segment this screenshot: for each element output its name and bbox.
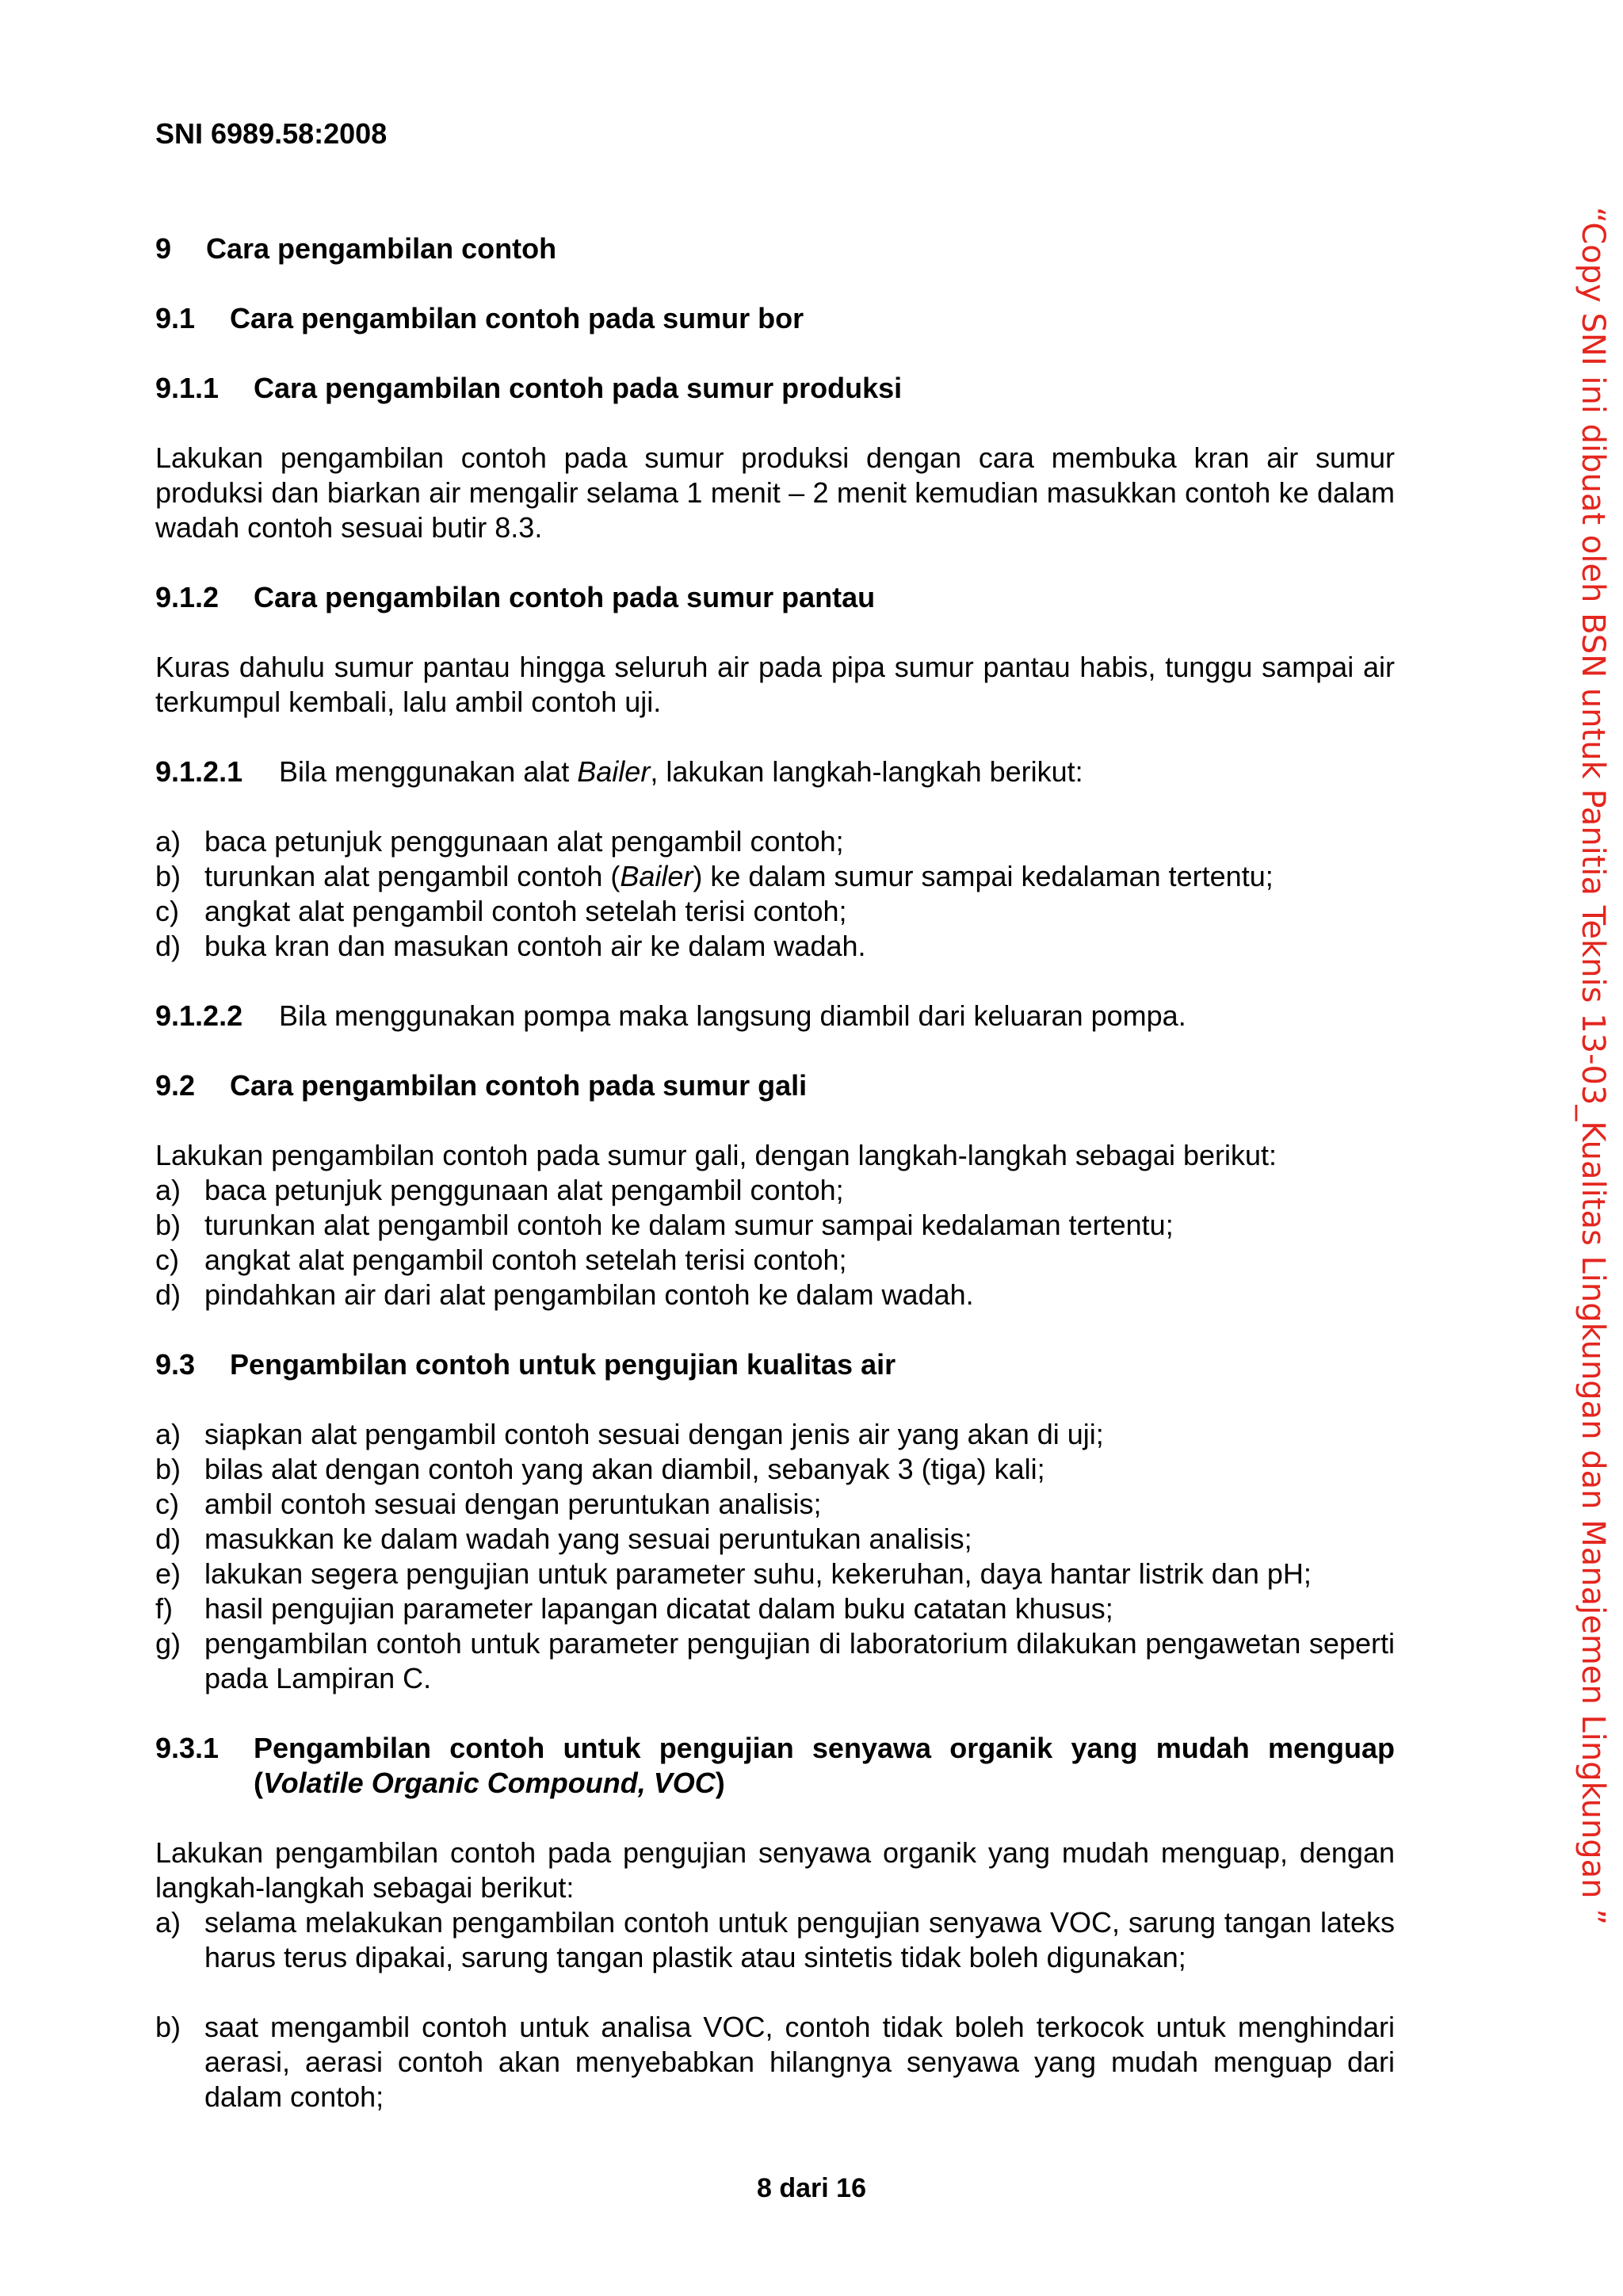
section-9-1-2-2-paragraph	[155, 999, 1395, 1033]
list-item	[155, 1173, 1395, 1208]
section-9-1-heading	[155, 301, 1395, 336]
list-item	[155, 894, 1395, 929]
list-item	[155, 1452, 1395, 1487]
list-marker: c)	[155, 895, 179, 927]
section-9-1-2-paragraph: Kuras dahulu sumur pantau hingga seluruh air pada pipa sumur pantau habis, tunggu sampai air terkumpul kembali, lalu ambil contoh uji.	[155, 651, 1395, 718]
list-item	[155, 1487, 1395, 1522]
list-item	[155, 2010, 1395, 2115]
section-number: 9.1.2.1	[155, 755, 243, 788]
list-item	[155, 1905, 1395, 1975]
list-marker: d)	[155, 930, 181, 962]
list-text	[204, 859, 1395, 894]
bailer-term: Bailer	[620, 860, 693, 892]
voc-term: Volatile Organic Compound, VOC	[263, 1767, 716, 1799]
list-text: pengambilan contoh untuk parameter pengujian di laboratorium dilakukan pengawetan seperti pada Lampiran C.	[204, 1627, 1395, 1694]
list-item	[155, 929, 1395, 964]
section-title: Pengambilan contoh untuk pengujian kualitas air	[230, 1348, 896, 1381]
list-item	[155, 1243, 1395, 1278]
list-marker: d)	[155, 1522, 181, 1555]
paragraph-text: Bila menggunakan alat	[279, 755, 578, 788]
section-title: Cara pengambilan contoh pada sumur pantau	[254, 581, 876, 613]
list-marker: a)	[155, 1418, 181, 1450]
list-text: siapkan alat pengambil contoh sesuai dengan jenis air yang akan di uji;	[204, 1418, 1104, 1450]
list-item	[155, 1522, 1395, 1557]
section-number: 9.3	[155, 1348, 196, 1381]
list-item	[155, 1208, 1395, 1243]
list-marker: e)	[155, 1557, 181, 1590]
list-text: pindahkan air dari alat pengambilan contoh ke dalam wadah.	[204, 1278, 974, 1311]
section-intro: Lakukan pengambilan contoh pada pengujian senyawa organik yang mudah menguap, dengan langkah-langkah sebagai berikut:	[155, 1836, 1395, 1904]
list-marker: d)	[155, 1278, 181, 1311]
list-marker: g)	[155, 1627, 181, 1660]
bailer-steps-list	[155, 824, 1395, 964]
section-title-part: )	[715, 1767, 725, 1799]
list-text: angkat alat pengambil contoh setelah terisi contoh;	[204, 895, 847, 927]
list-text: baca petunjuk penggunaan alat pengambil contoh;	[204, 1174, 844, 1206]
list-text: turunkan alat pengambil contoh ke dalam sumur sampai kedalaman tertentu;	[204, 1209, 1174, 1241]
list-text: lakukan segera pengujian untuk parameter suhu, kekeruhan, daya hantar listrik dan pH;	[204, 1557, 1312, 1590]
section-number: 9.1.2.2	[155, 999, 243, 1032]
bailer-term: Bailer	[577, 755, 651, 788]
section-9-1-2-1-paragraph	[155, 755, 1395, 789]
section-title: Cara pengambilan contoh pada sumur produksi	[254, 372, 903, 404]
section-9-3-1-heading	[155, 1731, 1395, 1801]
section-intro: Lakukan pengambilan contoh pada sumur gali, dengan langkah-langkah sebagai berikut:	[155, 1139, 1277, 1171]
section-number: 9	[155, 232, 172, 265]
list-text: masukkan ke dalam wadah yang sesuai peruntukan analisis;	[204, 1522, 972, 1555]
paragraph-text: Bila menggunakan pompa maka langsung diambil dari keluaran pompa.	[279, 999, 1186, 1032]
list-marker: b)	[155, 2011, 181, 2043]
list-marker: c)	[155, 1488, 179, 1520]
list-text-part: ) ke dalam sumur sampai kedalaman tertentu;	[693, 860, 1274, 892]
section-number: 9.1	[155, 302, 196, 334]
section-title	[254, 1731, 1395, 1801]
section-9-1-2-heading	[155, 580, 1395, 615]
list-marker: f)	[155, 1592, 173, 1625]
section-number: 9.1.2	[155, 581, 220, 613]
section-title: Cara pengambilan contoh pada sumur bor	[230, 302, 804, 334]
list-marker: b)	[155, 1209, 181, 1241]
section-title: Cara pengambilan contoh pada sumur gali	[230, 1069, 808, 1102]
list-marker: a)	[155, 1174, 181, 1206]
section-9-3-heading	[155, 1347, 1395, 1382]
list-text: angkat alat pengambil contoh setelah terisi contoh;	[204, 1244, 847, 1276]
list-text-part: turunkan alat pengambil contoh (	[204, 860, 621, 892]
list-marker: b)	[155, 1453, 181, 1485]
list-text: baca petunjuk penggunaan alat pengambil contoh;	[204, 825, 844, 858]
section-9-1-1-paragraph: Lakukan pengambilan contoh pada sumur produksi dengan cara membuka kran air sumur produksi dan biarkan air mengalir selama 1 menit – 2 menit kemudian masukkan contoh ke dalam wadah contoh sesuai butir 8.3.	[155, 441, 1395, 544]
list-text: hasil pengujian parameter lapangan dicatat dalam buku catatan khusus;	[204, 1592, 1113, 1625]
section-9-3-1-body	[155, 1836, 1395, 2115]
section-9-2-body	[155, 1138, 1395, 1312]
section-9-heading	[155, 231, 1395, 266]
list-item	[155, 824, 1395, 859]
list-text: saat mengambil contoh untuk analisa VOC, contoh tidak boleh terkocok untuk menghindari aerasi, aerasi contoh akan menyebabkan hilangnya senyawa yang mudah menguap dari dalam contoh;	[204, 2011, 1395, 2113]
list-item	[155, 1417, 1395, 1452]
section-9-1-1-heading	[155, 371, 1395, 406]
list-item	[155, 859, 1395, 894]
list-marker: a)	[155, 1906, 181, 1939]
paragraph-text: , lakukan langkah-langkah berikut:	[650, 755, 1083, 788]
list-item	[155, 1591, 1395, 1626]
copyright-watermark: “Copy SNI ini dibuat oleh BSN untuk Panitia Teknis 13-03_Kualitas Lingkungan dan Manajemen Lingkungan ”	[1575, 207, 1611, 1925]
section-title-part: Pengambilan contoh untuk pengujian senyawa organik yang mudah menguap (	[254, 1732, 1395, 1799]
list-item	[155, 1626, 1395, 1696]
section-9-2-heading	[155, 1068, 1395, 1103]
list-text: selama melakukan pengambilan contoh untuk pengujian senyawa VOC, sarung tangan lateks harus terus dipakai, sarung tangan plastik atau sintetis tidak boleh digunakan;	[204, 1906, 1395, 1973]
section-title: Cara pengambilan contoh	[206, 232, 557, 265]
section-number: 9.2	[155, 1069, 196, 1102]
list-marker: a)	[155, 825, 181, 858]
list-item	[155, 1278, 1395, 1312]
list-marker: c)	[155, 1244, 179, 1276]
document-code: SNI 6989.58:2008	[155, 117, 388, 150]
section-number: 9.1.1	[155, 372, 220, 404]
list-marker: b)	[155, 860, 181, 892]
section-9-3-list	[155, 1417, 1395, 1696]
list-text: ambil contoh sesuai dengan peruntukan analisis;	[204, 1488, 822, 1520]
list-item	[155, 1557, 1395, 1591]
page-number: 8 dari 16	[757, 2173, 866, 2203]
list-text: bilas alat dengan contoh yang akan diambil, sebanyak 3 (tiga) kali;	[204, 1453, 1045, 1485]
section-number: 9.3.1	[155, 1732, 220, 1764]
list-text: buka kran dan masukan contoh air ke dalam wadah.	[204, 930, 866, 962]
